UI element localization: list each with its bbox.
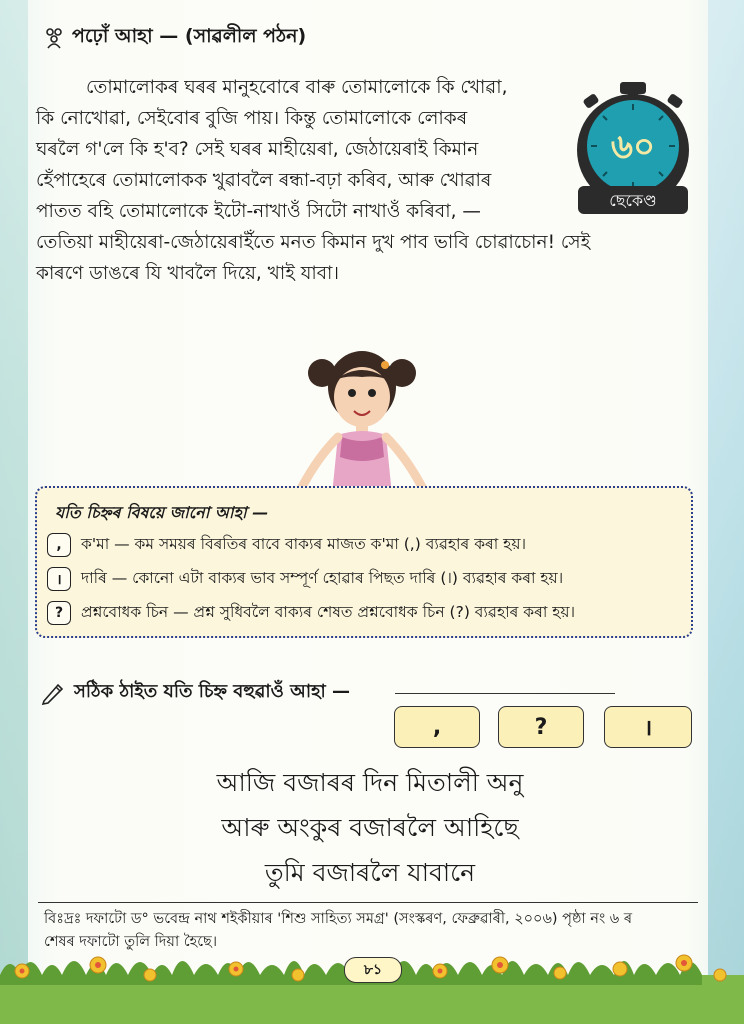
- task-heading: [40, 677, 350, 708]
- dari-symbol-badge: ।: [47, 567, 71, 591]
- section-heading-text: পঢ়োঁ আহা — (সাৱলীল পঠন): [72, 25, 307, 47]
- sentence-line: আৰু অংকুৰ বজাৰলৈ আহিছে: [221, 813, 519, 842]
- timer-unit: ছেকেণ্ড: [609, 191, 657, 210]
- stopwatch-timer-icon: [568, 80, 698, 220]
- timer-number: ৬০: [610, 127, 656, 167]
- paragraph-line: তেতিয়া মাহীয়েৰা-জেঠায়েৰাইঁতে মনত কিমান দুখ পাব ভাবি চোৱাচোন! সেই: [36, 232, 591, 253]
- info-row-text: প্ৰশ্নবোধক চিন — প্ৰশ্ন সুধিবলৈ বাক্যৰ শেষত প্ৰশ্নবোধক চিন (?) ব্যৱহাৰ কৰা হয়।: [81, 603, 576, 621]
- paragraph-line: কাৰণে ডাঙৰে যি খাবলৈ দিয়ে, খাই যাবা।: [36, 263, 340, 284]
- option-question-box[interactable]: ?: [498, 706, 584, 748]
- info-row-dari: [47, 566, 563, 592]
- info-row-text: ক'মা — কম সময়ৰ বিৰতিৰ বাবে বাক্যৰ মাজত ক'মা (,) ব্যৱহাৰ কৰা হয়।: [81, 535, 526, 553]
- sentence-line: তুমি বজাৰলৈ যাবানে: [264, 858, 476, 887]
- footnote-line: বিঃদ্ৰঃ দফাটো ড° ভবেন্দ্ৰ নাথ শইকীয়াৰ 'শিশু সাহিত্য সমগ্ৰ' (সংস্কৰণ, ফেব্ৰুৱাৰী, ২০০৬) পৃষ্ঠা নং ৬ ৰ: [44, 911, 632, 927]
- paragraph-line: ঘৰলৈ গ'লে কি হ'ব? সেই ঘৰৰ মাহীয়েৰা, জেঠায়েৰাই কিমান: [36, 139, 479, 160]
- practice-sentences: [170, 760, 570, 895]
- info-row-question: [47, 600, 575, 626]
- task-underline: [395, 693, 615, 694]
- option-dari-box[interactable]: ।: [604, 706, 692, 748]
- page-number: ৮১: [344, 957, 402, 983]
- children-group-icon: [42, 27, 66, 49]
- footnote-line: শেষৰ দফাটো তুলি দিয়া হৈছে।: [44, 934, 218, 950]
- right-decorative-border: [708, 0, 744, 1024]
- paragraph-line: কি নোখোৱা, সেইবোৰ বুজি পায়। কিন্তু তোমালোকে লোকৰ: [36, 108, 468, 129]
- paragraph-line: তোমালোকৰ ঘৰৰ মানুহবোৰে বাৰু তোমালোকে কি খোৱা,: [86, 77, 508, 98]
- info-box-title: যতি চিহ্নৰ বিষয়ে জানো আহা —: [55, 503, 269, 522]
- paragraph-line: পাতত বহি তোমালোকে ইটো-নাখাওঁ সিটো নাখাওঁ কৰিবা, —: [36, 201, 481, 222]
- footnote-divider: [38, 902, 698, 903]
- option-comma-box[interactable]: ,: [394, 706, 480, 748]
- section-heading: [42, 22, 306, 54]
- info-row-comma: [47, 532, 526, 558]
- comma-symbol-badge: ,: [47, 533, 71, 557]
- girl-illustration: [272, 335, 452, 495]
- punctuation-info-box: [35, 486, 693, 638]
- info-row-text: দাৰি — কোনো এটা বাক্যৰ ভাব সম্পূৰ্ণ হোৱাৰ পিছত দাৰি (।) ব্যৱহাৰ কৰা হয়।: [81, 569, 564, 587]
- paragraph-line: হেঁপাহেৰে তোমালোকক খুৱাবলৈ ৰন্ধা-বঢ়া কৰিব, আৰু খোৱাৰ: [36, 170, 492, 191]
- question-symbol-badge: ?: [47, 601, 71, 625]
- pencil-icon: [40, 681, 66, 705]
- sentence-line: আজি বজাৰৰ দিন মিতালী অনু: [216, 768, 524, 797]
- task-heading-text: সঠিক ঠাইত যতি চিহ্ন বহুৱাওঁ আহা —: [74, 681, 351, 702]
- left-decorative-border: [0, 0, 28, 1024]
